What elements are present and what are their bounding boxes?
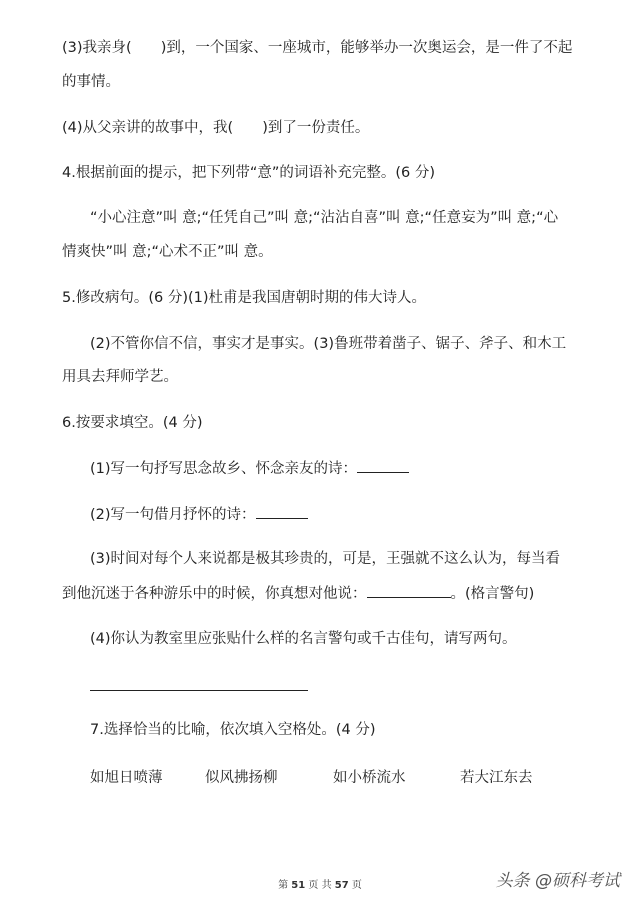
footer-total-pages: 57 [334, 880, 349, 891]
question-6-3-line1: (3)时间对每个人来说都是极其珍贵的，可是，王强就不这么认为，每当看 [90, 551, 561, 567]
answer-blank-long[interactable] [90, 676, 308, 691]
option-3: 如小桥流水 [333, 770, 406, 786]
option-4: 若大江东去 [460, 770, 533, 786]
watermark: 头条 @硕科考试 [495, 871, 620, 891]
question-5-sentences-line2: 用具去拜师学艺。 [62, 369, 178, 385]
option-1: 如旭日喷薄 [90, 770, 163, 786]
question-4-prompt-line2: 情爽快”叫 意;“心术不正”叫 意。 [62, 244, 273, 260]
question-6-2 [90, 504, 600, 525]
question-6-2-text: (2)写一句借月抒怀的诗： [90, 507, 256, 523]
option-2: 似风拂扬柳 [205, 770, 278, 786]
question-6-3-text: 到他沉迷于各种游乐中的时候，你真想对他说： [62, 586, 367, 602]
question-6-3-line2 [62, 583, 600, 604]
question-5-heading: 5.修改病句。(6 分)(1)杜甫是我国唐朝时期的伟大诗人。 [62, 290, 427, 306]
question-6-heading: 6.按要求填空。(4 分) [62, 415, 203, 431]
answer-blank[interactable] [367, 583, 451, 598]
question-7-heading: 7.选择恰当的比喻，依次填入空格处。(4 分) [90, 722, 376, 738]
question-4-prompt-line1: “小心注意”叫 意;“任凭自己”叫 意;“沾沾自喜”叫 意;“任意妄为”叫 意;“心 [90, 210, 559, 226]
question-6-1-text: (1)写一句抒写思念故乡、怀念亲友的诗： [90, 461, 358, 477]
question-6-4: (4)你认为教室里应张贴什么样的名言警句或千古佳句，请写两句。 [90, 631, 517, 647]
question-5-sentences-line1: (2)不管你信不信，事实才是事实。(3)鲁班带着凿子、锯子、斧子、和木工 [90, 336, 567, 352]
answer-blank[interactable] [256, 504, 308, 519]
footer-mid: 页 共 [308, 880, 332, 891]
question-6-3-suffix: 。(格言警句) [450, 586, 535, 602]
question-3-3-line1: (3)我亲身( )到，一个国家、一座城市，能够举办一次奥运会，是一件了不起 [62, 40, 573, 56]
question-3-3-line2: 的事情。 [62, 74, 120, 90]
footer-current-page: 51 [291, 880, 306, 891]
footer-prefix: 第 [278, 880, 289, 891]
footer-suffix: 页 [351, 880, 362, 891]
answer-blank[interactable] [357, 458, 409, 473]
question-4-heading: 4.根据前面的提示，把下列带“意”的词语补充完整。(6 分) [62, 165, 436, 181]
question-3-4: (4)从父亲讲的故事中，我( )到了一份责任。 [62, 120, 370, 136]
question-6-1 [90, 458, 600, 479]
